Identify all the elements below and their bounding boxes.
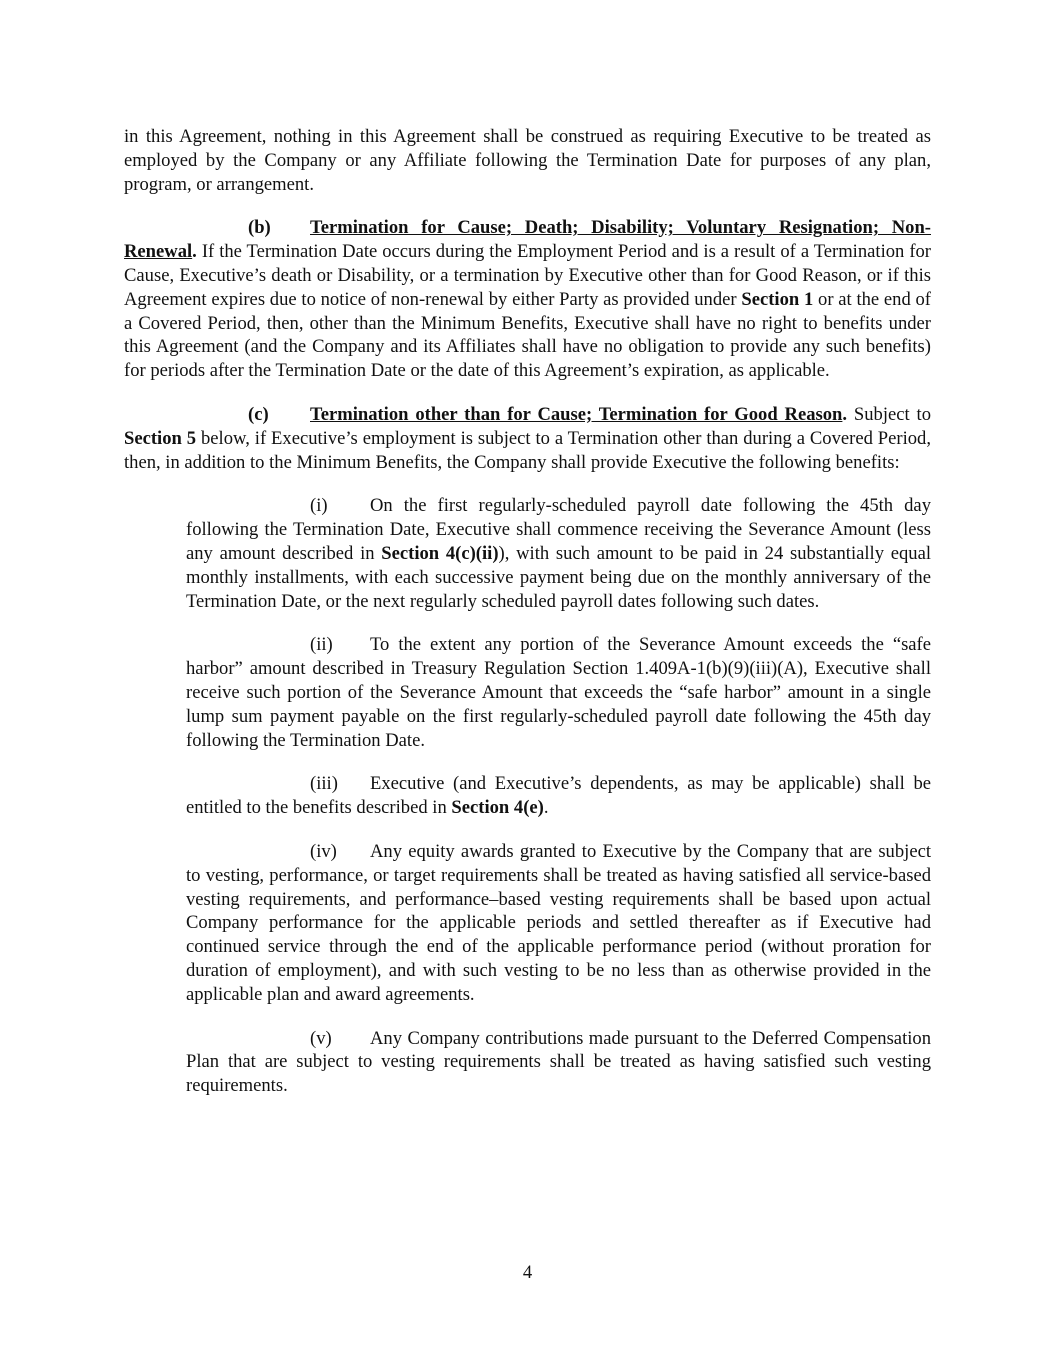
item-i-paragraph [186, 494, 931, 613]
section-b-label: (b) [248, 217, 271, 239]
item-iv-paragraph [186, 840, 931, 1007]
section-b-heading-end: . [192, 241, 197, 263]
item-iii-text-1: Executive (and Executive’s dependents, as may be applicable) shall be entitled to the benefits described in [186, 773, 931, 819]
item-iv-text: Any equity awards granted to Executive by the Company that are subject to vesting, performance, or target requirements shall be treated as having satisfied all service-based vesting requirements, and performance–based vesting requirements shall be based upon actual Company performance for the applicable periods and settled thereafter as if Executive had continued service through the end of the applicable performance period (without proration for duration of employment), and with such vesting to be no less than as otherwise provided in the applicable plan and award agreements. [186, 840, 931, 1005]
item-iii-label: (iii) [310, 773, 338, 795]
item-i-ref: Section 4(c)(ii) [381, 542, 499, 564]
section-c-heading-end: . [842, 403, 848, 425]
section-c-heading: Termination other than for Cause; Termination for Good Reason [310, 403, 843, 425]
item-ii-text: To the extent any portion of the Severance Amount exceeds the “safe harbor” amount described in Treasury Regulation Section 1.409A-1(b)(9)(iii)(A), Executive shall receive such portion of the Severance Amount that exceeds the “safe harbor” amount in a single lump sum payment payable on the first regularly-scheduled payroll date following the 45th day following the Termination Date. [186, 634, 931, 751]
section-c-text-1: Subject to [847, 403, 931, 425]
item-ii-label: (ii) [310, 634, 333, 656]
intro-paragraph [124, 125, 931, 196]
item-iii-text-2: . [543, 797, 549, 819]
section-c-ref: Section 5 [124, 427, 197, 449]
section-c-text-2: below, if Executive’s employment is subject to a Termination other than during a Covered Period, then, in addition to the Minimum Benefits, the Company shall provide Executive the following benefits: [124, 427, 931, 473]
item-iii-paragraph [186, 772, 931, 820]
item-v-paragraph [186, 1027, 931, 1098]
item-v-label: (v) [310, 1027, 332, 1049]
item-v-text: Any Company contributions made pursuant to the Deferred Compensation Plan that are subject to vesting requirements shall be treated as having satisfied such vesting requirements. [186, 1027, 931, 1097]
section-c-paragraph [124, 403, 931, 474]
section-b-text-1: If the Termination Date occurs during the Employment Period and is a result of a Termination for Cause, Executive’s death or Disability, or a termination by Executive other than for Good Reason, or if this Agreement expires due to notice of non-renewal by either Party as provided under [124, 241, 931, 310]
section-b-heading: Termination for Cause; Death; Disability; Voluntary Resignation; Non-Renewal [124, 217, 931, 263]
page-number: 4 [522, 1262, 533, 1283]
section-b-text-2: or at the end of a Covered Period, then, other than the Minimum Benefits, Executive shall have no right to benefits under this Agreement (and the Company and its Affiliates shall have no obligation to provide any such benefits) for periods after the Termination Date or the date of this Agreement’s expiration, as applicable. [124, 288, 932, 382]
intro-text: in this Agreement, nothing in this Agreement shall be construed as requiring Executive to be treated as employed by the Company or any Affiliate following the Termination Date for purposes of any plan, program, or arrangement. [124, 126, 931, 195]
section-b-paragraph [124, 216, 931, 383]
section-b-ref: Section 1 [741, 288, 814, 310]
item-iii-ref: Section 4(e) [451, 797, 544, 819]
item-i-text-1: On the first regularly-scheduled payroll date following the 45th day following the Termination Date, Executive shall commence receiving the Severance Amount (less any amount described in [186, 495, 931, 564]
document-page [124, 125, 931, 1098]
item-iv-label: (iv) [310, 840, 337, 862]
item-i-label: (i) [310, 495, 328, 517]
section-c-label: (c) [248, 403, 269, 425]
item-ii-paragraph [186, 633, 931, 752]
item-i-text-2: ), with such amount to be paid in 24 substantially equal monthly installments, with each successive payment being due on the monthly anniversary of the Termination Date, or the next regularly scheduled payroll dates following such dates. [186, 542, 931, 612]
